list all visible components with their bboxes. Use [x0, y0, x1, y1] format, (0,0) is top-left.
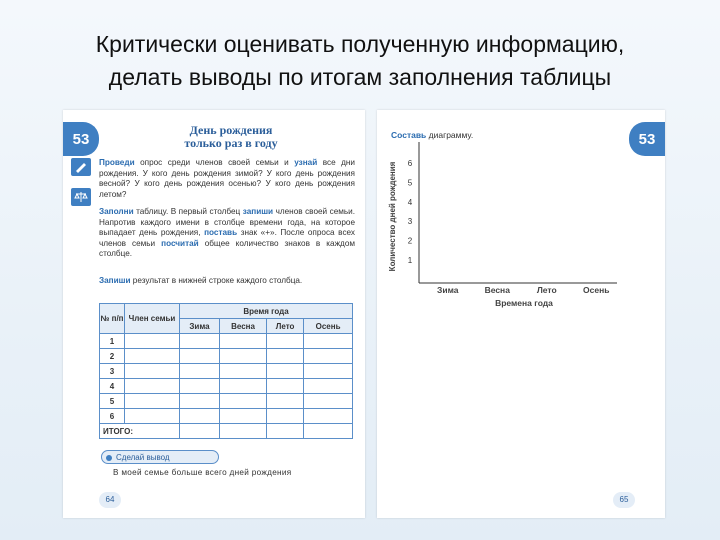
x-tick-label: Лето	[536, 285, 557, 295]
table-total-row	[100, 424, 353, 439]
table-cell[interactable]	[267, 334, 304, 349]
table-cell[interactable]	[125, 409, 180, 424]
table-cell[interactable]	[125, 394, 180, 409]
textbook-page-right	[377, 110, 665, 518]
table-cell[interactable]	[304, 379, 353, 394]
table-cell[interactable]	[220, 334, 267, 349]
table-cell[interactable]	[304, 394, 353, 409]
row-number: 4	[100, 379, 125, 394]
y-tick-label: 4	[407, 197, 413, 207]
table-cell[interactable]	[125, 379, 180, 394]
empty-bar-chart	[377, 110, 665, 310]
table-cell[interactable]	[180, 409, 220, 424]
table-cell[interactable]	[180, 349, 220, 364]
instruction-paragraph-2	[99, 207, 355, 260]
table-cell[interactable]	[304, 409, 353, 424]
instruction-text: опрос среди членов своей семьи и	[134, 158, 295, 167]
conclusion-label	[101, 450, 219, 464]
slide-title	[0, 28, 720, 94]
row-number: 6	[100, 409, 125, 424]
slide-title-line-2: делать выводы по итогам заполнения таблицы	[108, 64, 612, 90]
table-cell[interactable]	[220, 394, 267, 409]
y-tick-label: 3	[407, 217, 413, 227]
table-cell[interactable]	[125, 364, 180, 379]
instruction-text: результат в нижней строке каждого столбца.	[130, 276, 303, 285]
lesson-title-line-1: День рождения	[189, 123, 273, 137]
instruction-paragraph-3	[99, 276, 355, 287]
table-header-season: Весна	[220, 319, 267, 334]
keyword: Составь	[391, 130, 427, 140]
row-number: 5	[100, 394, 125, 409]
table-cell[interactable]	[220, 364, 267, 379]
instruction-text: таблицу. В первый столбец	[133, 207, 243, 216]
table-cell[interactable]	[220, 409, 267, 424]
table-row	[100, 334, 353, 349]
table-cell[interactable]	[267, 379, 304, 394]
y-tick-labels	[408, 159, 413, 265]
slide-title-line-1: Критически оценивать полученную информацию,	[95, 31, 625, 57]
y-tick-label: 1	[407, 255, 413, 265]
keyword: поставь	[204, 228, 238, 237]
x-tick-label: Зима	[437, 285, 459, 295]
table-header-number: № п/п	[100, 304, 125, 334]
table-cell[interactable]	[220, 424, 267, 439]
page-number: 64	[99, 492, 121, 508]
y-tick-label: 5	[407, 178, 413, 188]
table-cell[interactable]	[267, 364, 304, 379]
y-tick-label: 2	[407, 236, 413, 246]
keyword: узнай	[294, 158, 318, 167]
y-tick-label: 6	[407, 159, 413, 169]
table-cell[interactable]	[267, 409, 304, 424]
table-row	[100, 379, 353, 394]
table-cell[interactable]	[180, 364, 220, 379]
table-row	[100, 364, 353, 379]
table-header-season: Зима	[180, 319, 220, 334]
keyword: Заполни	[99, 207, 134, 216]
table-cell[interactable]	[220, 349, 267, 364]
instruction-text: общее количество знаков в каждом столбце.	[99, 238, 356, 258]
table-cell[interactable]	[220, 379, 267, 394]
table-cell[interactable]	[180, 424, 220, 439]
table-header-member: Член семьи	[125, 304, 180, 334]
instruction-text: диаграмму.	[426, 130, 474, 140]
instruction-paragraph-1	[99, 158, 355, 200]
instruction-text: все дни рождения. У кого день рождения зимой? У кого день рождения весной? У кого день рождения осенью? У кого день рождения летом?	[99, 158, 356, 199]
table-cell[interactable]	[125, 349, 180, 364]
pencil-icon	[71, 158, 91, 176]
table-cell[interactable]	[267, 349, 304, 364]
textbook-page-left	[63, 110, 365, 518]
conclusion-label-text: Сделай вывод	[116, 453, 170, 462]
instruction-text: знак «+». После опроса всех членов семьи	[99, 228, 356, 248]
table-cell[interactable]	[304, 349, 353, 364]
y-axis-label: Количество дней рождения	[388, 161, 397, 272]
scales-icon	[71, 188, 91, 206]
table-cell[interactable]	[304, 364, 353, 379]
table-cell[interactable]	[267, 424, 304, 439]
table-cell[interactable]	[267, 394, 304, 409]
table-cell[interactable]	[180, 334, 220, 349]
x-tick-labels	[437, 285, 609, 295]
keyword: Запиши	[99, 276, 131, 285]
bullet-icon	[106, 455, 112, 461]
lesson-number-badge: 53	[629, 122, 665, 156]
row-number: 1	[100, 334, 125, 349]
keyword: Проведи	[99, 158, 135, 167]
conclusion-sentence: В моей семье больше всего дней рождения	[113, 468, 292, 477]
instruction-text: членов своей семьи. Напротив каждого имени в столбце времени года, на которое выпадает день рождения,	[99, 207, 355, 237]
table-header-seasons: Время года	[180, 304, 353, 319]
page-number: 65	[613, 492, 635, 508]
table-cell[interactable]	[180, 394, 220, 409]
keyword: запиши	[242, 207, 274, 216]
table-row	[100, 394, 353, 409]
x-axis-label: Времена года	[495, 298, 553, 308]
x-tick-label: Осень	[583, 285, 610, 295]
table-header-season: Осень	[304, 319, 353, 334]
total-label: ИТОГО:	[100, 424, 180, 439]
table-header-season: Лето	[267, 319, 304, 334]
x-tick-label: Весна	[484, 285, 510, 295]
table-cell[interactable]	[125, 334, 180, 349]
lesson-title-line-2: только раз в году	[184, 136, 278, 150]
keyword: посчитай	[161, 238, 199, 248]
table-cell[interactable]	[180, 379, 220, 394]
table-row	[100, 409, 353, 424]
table-row	[100, 349, 353, 364]
table-cell[interactable]	[304, 334, 353, 349]
table-cell[interactable]	[304, 424, 353, 439]
row-number: 2	[100, 349, 125, 364]
birthday-table	[99, 303, 353, 439]
lesson-number-badge: 53	[63, 122, 99, 156]
row-number: 3	[100, 364, 125, 379]
lesson-title	[161, 124, 301, 150]
